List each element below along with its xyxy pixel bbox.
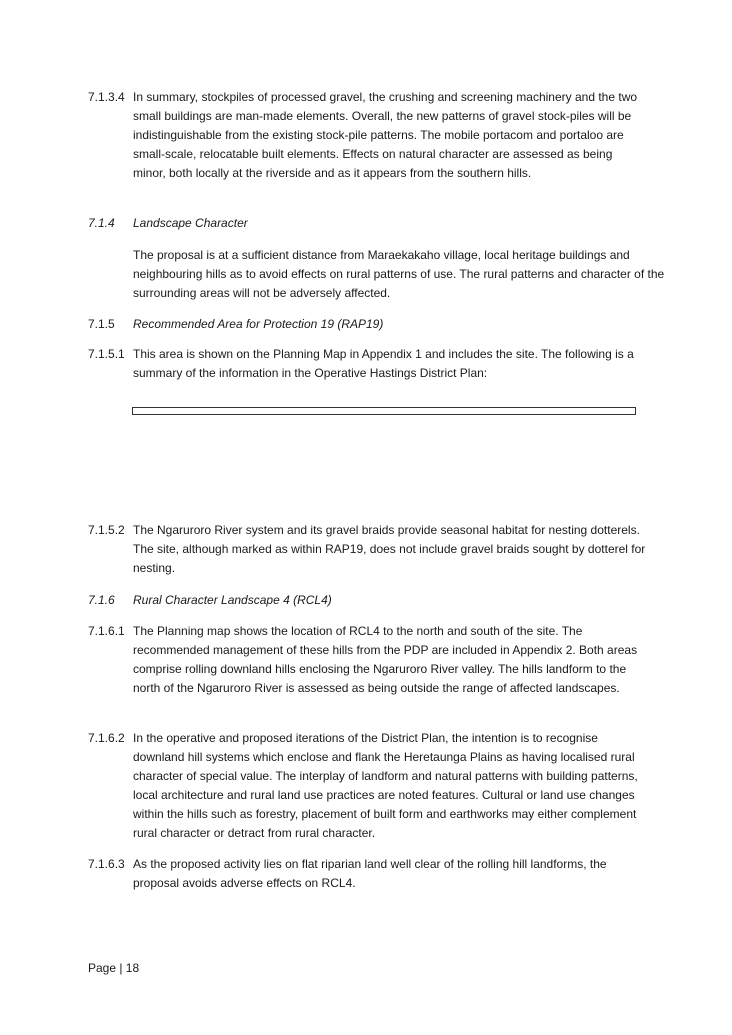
paragraph-text: In the operative and proposed iterations of the District Plan, the intention is to recognise downland hill systems which enclose and flank the Heretaunga Plains as having localised rural character of special value. The interplay of landform and natural patterns with building patterns, local architecture and rural land use practices are noted features. Cultural or land use changes within the hills such as forestry, placement of built form and earthworks may either complement rural character or detract from rural character. [133, 731, 638, 840]
paragraph-text: The Ngaruroro River system and its gravel braids provide seasonal habitat for nesting dotterels. The site, although marked as within RAP19, does not include gravel braids sought by dotterel for nesting. [133, 523, 646, 575]
page-number: Page | 18 [88, 961, 140, 975]
paragraph-7-1-6-3 [88, 855, 648, 893]
section-heading: Recommended Area for Protection 19 (RAP19) [133, 317, 384, 331]
section-number: 7.1.6.1 [88, 624, 125, 638]
section-number: 7.1.6.3 [88, 857, 125, 871]
paragraph-text: The Planning map shows the location of RCL4 to the north and south of the site. The recommended management of these hills from the PDP are included in Appendix 2. Both areas comprise rolling downland hills enclosing the Ngaruroro River valley. The hills landform to the north of the Ngaruroro River is assessed as being outside the range of affected landscapes. [133, 624, 638, 695]
section-number: 7.1.5.2 [88, 523, 125, 537]
section-number: 7.1.6.2 [88, 731, 125, 745]
paragraph-text: This area is shown on the Planning Map in Appendix 1 and includes the site. The following is a summary of the information in the Operative Hastings District Plan: [133, 347, 634, 380]
paragraph-7-1-4 [88, 246, 693, 303]
section-heading: Rural Character Landscape 4 (RCL4) [133, 593, 332, 607]
paragraph-7-1-6-1 [88, 622, 648, 698]
paragraph-text: As the proposed activity lies on flat riparian land well clear of the rolling hill landforms, the proposal avoids adverse effects on RCL4. [133, 857, 607, 890]
section-number: 7.1.3.4 [88, 90, 125, 104]
section-number: 7.1.5 [88, 317, 115, 331]
paragraph-text: The proposal is at a sufficient distance from Maraekakaho village, local heritage buildings and neighbouring hills as to avoid effects on rural patterns of use. The rural patterns and character of the surrounding areas will not be adversely affected. [133, 248, 665, 300]
heading-7-1-5 [88, 315, 648, 334]
heading-7-1-6 [88, 591, 648, 610]
section-heading: Landscape Character [133, 216, 248, 230]
paragraph-7-1-5-2 [88, 521, 648, 578]
heading-7-1-4 [88, 214, 648, 233]
paragraph-7-1-6-2 [88, 729, 648, 843]
section-number: 7.1.4 [88, 216, 115, 230]
paragraph-7-1-3-4 [88, 88, 648, 183]
paragraph-text: In summary, stockpiles of processed gravel, the crushing and screening machinery and the two small buildings are man-made elements. Overall, the new patterns of gravel stock-piles will be indistinguishable from the existing stock-pile patterns. The mobile portacom and portaloo are small-scale, relocatable built elements. Effects on natural character are assessed as being minor, both locally at the riverside and as it appears from the southern hills. [133, 90, 638, 180]
section-number: 7.1.6 [88, 593, 115, 607]
quote-box [132, 407, 636, 415]
section-number: 7.1.5.1 [88, 347, 125, 361]
paragraph-7-1-5-1 [88, 345, 648, 383]
